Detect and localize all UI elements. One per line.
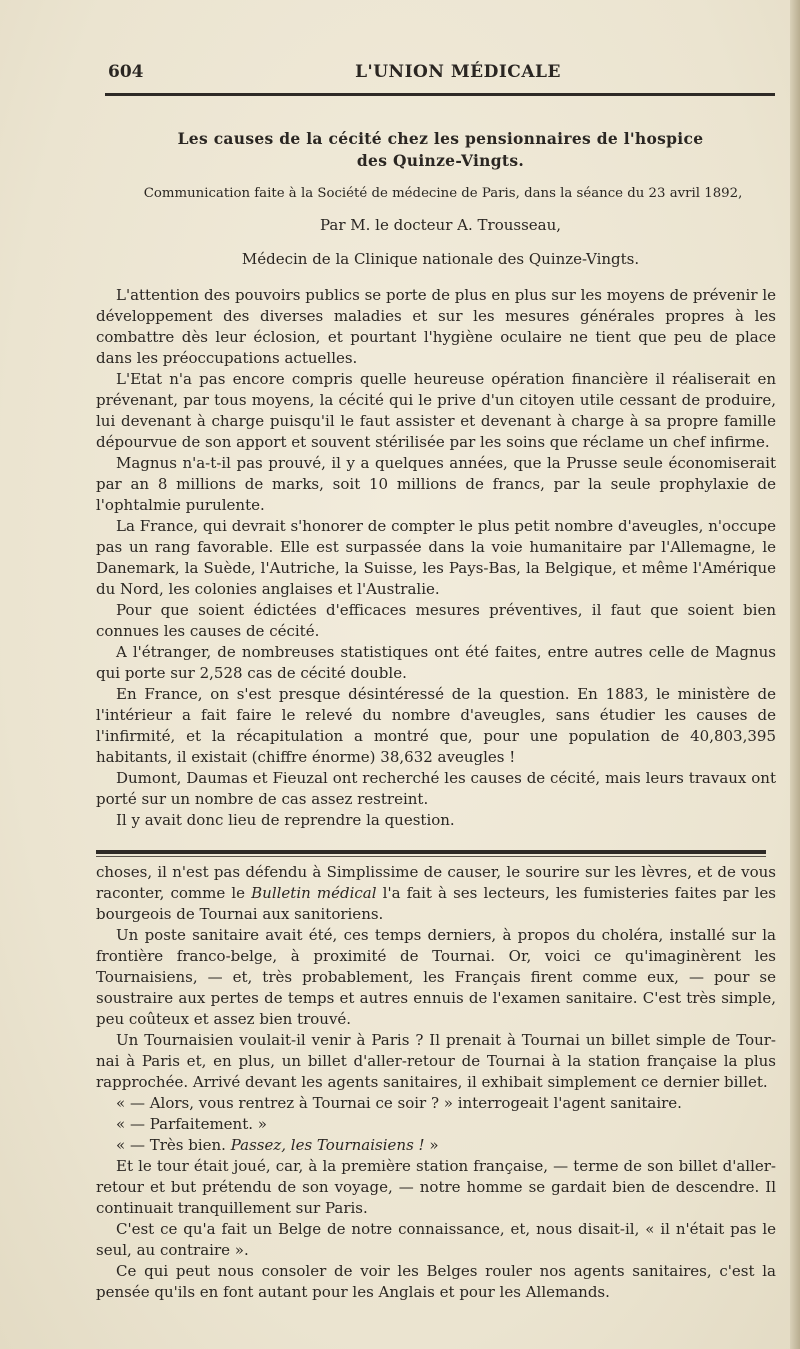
paragraph: A l'étranger, de nombreuses statistiques ont été faites, entre autres celle de Magnus qui porte sur 2,528 cas de cécité double. xyxy=(96,643,776,682)
italic-phrase: Passez, les Tournaisiens ! xyxy=(230,1136,425,1154)
author-line: Par M. le docteur A. Trousseau, xyxy=(319,216,562,234)
text-run: l'a fait à ses lecteurs, les fumisteries faites par les bourgeois de Tournai aux sanitoriens. xyxy=(96,884,776,923)
paragraph: C'est ce qu'a fait un Belge de notre connaissance, et, nous disait-il, « il n'était pas le seul, au contraire ». xyxy=(96,1220,776,1259)
paragraph: Dumont, Daumas et Fieuzal ont recherché les causes de cécité, mais leurs travaux ont porté sur un nombre de cas assez restreint. xyxy=(96,769,776,808)
header-rule xyxy=(105,93,775,96)
paragraph xyxy=(96,1135,776,1156)
section-separator-thin xyxy=(96,856,766,857)
paragraph: Et le tour était joué, car, à la première station française, — terme de son billet d'aller-retour et but prétendu de son voyage, — notre homme se gardait bien de descendre. Il continuait tranquillement sur Paris. xyxy=(96,1157,776,1217)
text-run: choses, il n'est pas défendu à Simplissime de causer, le sourire sur les lèvres, et de vous raconter, comme le xyxy=(96,863,776,902)
italic-title: Bulletin médical xyxy=(251,884,377,902)
running-header xyxy=(108,58,768,88)
paragraph: Magnus n'a-t-il pas prouvé, il y a quelques années, que la Prusse seule économiserait par an 8 millions de marks, soit 10 millions de francs, par la seule prophylaxie de l'ophtalmie purulente. xyxy=(96,454,776,514)
paragraph: Un poste sanitaire avait été, ces temps derniers, à propos du choléra, installé sur la frontière franco-belge, à proximité de Tournai. Or, voici ce qu'imaginèrent les Tournaisiens, — et, très probablement, les Français firent comme eux, — pour se soustraire aux pertes de temps et autres ennuis de l'examen sanitaire. C'est très simple, peu coûteux et assez bien trouvé. xyxy=(96,926,776,1028)
article-body xyxy=(96,285,776,831)
paragraph: Ce qui peut nous consoler de voir les Belges rouler nos agents sanitaires, c'est la pensée qu'ils en font autant pour les Anglais et pour les Allemands. xyxy=(96,1262,776,1301)
paragraph: Pour que soient édictées d'efficaces mesures préventives, il faut que soient bien connues les causes de cécité. xyxy=(96,601,776,640)
page-edge xyxy=(790,0,800,1349)
journal-title: L'UNION MÉDICALE xyxy=(355,62,561,82)
paragraph: La France, qui devrait s'honorer de compter le plus petit nombre d'aveugles, n'occupe pas un rang favorable. Elle est surpassée dans la voie humanitaire par l'Allemagne, le Danemark, la Suède, l'Autriche, la Suisse, les Pays-Bas, la Belgique, et même l'Amérique du Nord, les colonies anglaises et l'Australie. xyxy=(96,517,776,598)
feuilleton-body xyxy=(96,862,776,1303)
paragraph: L'Etat n'a pas encore compris quelle heureuse opération financière il réaliserait en prévenant, par tous moyens, la cécité qui le prive d'un citoyen utile cessant de produire, lui devenant à charge puisqu'il le faut assister et devenant à charge à sa propre famille dépourvue de son apport et souvent stérilisée par les soins que réclame un chef infirme. xyxy=(96,370,776,451)
article-title-line1: Les causes de la cécité chez les pensionnaires de l'hospice xyxy=(177,129,704,148)
paragraph: En France, on s'est presque désintéressé de la question. En 1883, le ministère de l'intérieur a fait faire le relevé du nombre d'aveugles, sans étudier les causes de l'infirmité, et la récapitulation a montré que, pour une population de 40,803,395 habitants, il existait (chiffre énorme) 38,632 aveugles ! xyxy=(96,685,776,766)
paragraph: « — Alors, vous rentrez à Tournai ce soir ? » interrogeait l'agent sanitaire. xyxy=(116,1094,682,1112)
paragraph xyxy=(96,862,776,925)
text-run: » xyxy=(424,1136,439,1154)
section-separator xyxy=(96,850,766,854)
paragraph: L'attention des pouvoirs publics se porte de plus en plus sur les moyens de prévenir le développement des diverses maladies et sur les mesures générales propres à les combattre dès leur éclosion, et pourtant l'hygiène oculaire ne tient que peu de place dans les préoccupations actuelles. xyxy=(96,286,776,367)
page-number: 604 xyxy=(108,62,144,82)
article-title-line2: des Quinze-Vingts. xyxy=(356,151,525,170)
author-title: Médecin de la Clinique nationale des Quinze-Vingts. xyxy=(241,250,640,268)
paragraph: Un Tournaisien voulait-il venir à Paris ? Il prenait à Tournai un billet simple de Tour-nai à Paris et, en plus, un billet d'aller-retour de Tournai à la station française la plus rapprochée. Arrivé devant les agents sanitaires, il exhibait simplement ce dernier billet. xyxy=(96,1031,776,1091)
paragraph: Il y avait donc lieu de reprendre la question. xyxy=(116,811,455,829)
text-run: « — Très bien. xyxy=(116,1136,231,1154)
article-title xyxy=(108,128,773,172)
paragraph: « — Parfaitement. » xyxy=(116,1115,267,1133)
communication-note: Communication faite à la Société de médecine de Paris, dans la séance du 23 avril 1892, xyxy=(143,186,743,201)
